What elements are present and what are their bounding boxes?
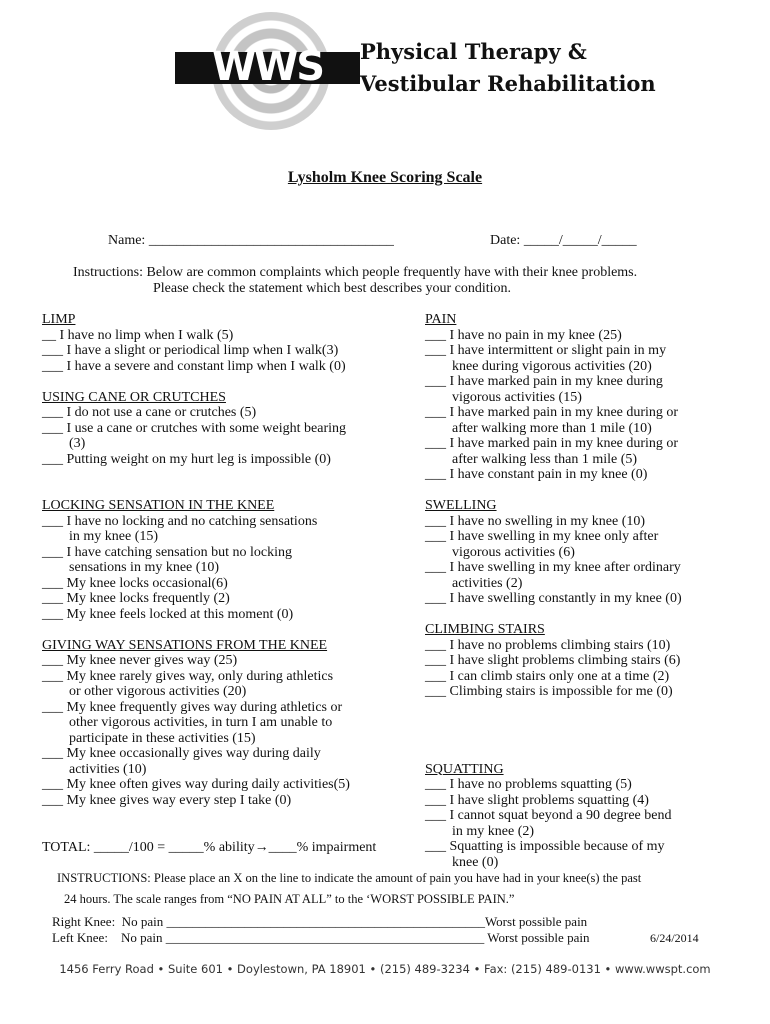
option-item[interactable]: ___ I have slight problems squatting (4) bbox=[425, 792, 649, 808]
option-item[interactable]: __ I have no limp when I walk (5) bbox=[42, 327, 234, 343]
page-title: Lysholm Knee Scoring Scale bbox=[287, 169, 483, 186]
option-item[interactable]: ___ My knee often gives way during daily activities(5) bbox=[42, 777, 350, 792]
option-continuation: participate in these activities (15) bbox=[69, 730, 256, 746]
total-score-line[interactable]: TOTAL: _____/100 = _____% ability→____% impairment bbox=[42, 840, 377, 855]
option-item[interactable]: ___ My knee occasionally gives way during daily bbox=[42, 746, 321, 761]
section-0 bbox=[425, 312, 765, 483]
section-heading: LIMP bbox=[42, 312, 76, 327]
brand-line-1: Physical Therapy & bbox=[360, 39, 587, 64]
option-item[interactable]: ___ My knee feels locked at this moment (0) bbox=[42, 606, 294, 622]
option-continuation: (3) bbox=[69, 436, 86, 451]
option-item[interactable]: ___ My knee frequently gives way during athletics or bbox=[42, 699, 343, 715]
left-column bbox=[42, 312, 382, 808]
section-spacer bbox=[42, 483, 382, 499]
section-3 bbox=[425, 762, 765, 871]
instructions-line-2: Please check the statement which best describes your condition. bbox=[153, 281, 512, 296]
option-item[interactable]: ___ Climbing stairs is impossible for me (0) bbox=[425, 684, 673, 699]
section-spacer bbox=[42, 622, 382, 638]
option-item[interactable]: ___ My knee locks occasional(6) bbox=[42, 575, 228, 591]
right-knee-scale[interactable]: Right Knee: No pain _________________________________________________Worst possible pain bbox=[52, 914, 588, 929]
section-heading: PAIN bbox=[425, 312, 457, 327]
option-item[interactable]: ___ I have marked pain in my knee during or bbox=[425, 405, 679, 420]
section-1 bbox=[42, 390, 382, 468]
option-item[interactable]: ___ I have marked pain in my knee during bbox=[425, 374, 663, 389]
option-item[interactable]: ___ My knee never gives way (25) bbox=[42, 653, 238, 668]
option-item[interactable]: ___ I do not use a cane or crutches (5) bbox=[42, 405, 257, 420]
option-continuation: in my knee (2) bbox=[452, 823, 535, 839]
option-continuation: activities (10) bbox=[69, 761, 147, 777]
section-2 bbox=[425, 622, 765, 700]
option-continuation: or other vigorous activities (20) bbox=[69, 684, 247, 699]
option-continuation: activities (2) bbox=[452, 575, 523, 591]
option-continuation: knee (0) bbox=[452, 854, 499, 870]
left-knee-scale[interactable]: Left Knee: No pain _________________________________________________ Worst possible pain bbox=[52, 930, 590, 945]
section-spacer bbox=[42, 374, 382, 390]
option-item[interactable]: ___ I have marked pain in my knee during or bbox=[425, 436, 679, 451]
section-heading: CLIMBING STAIRS bbox=[425, 622, 545, 637]
right-column bbox=[425, 312, 765, 870]
option-item[interactable]: ___ Putting weight on my hurt leg is impossible (0) bbox=[42, 451, 331, 467]
option-item[interactable]: ___ I can climb stairs only one at a time (2) bbox=[425, 668, 670, 684]
option-continuation: after walking less than 1 mile (5) bbox=[452, 451, 638, 467]
option-item[interactable]: ___ My knee rarely gives way, only during athletics bbox=[42, 668, 334, 684]
option-item[interactable]: ___ I have no locking and no catching sensations bbox=[42, 513, 318, 529]
section-2 bbox=[42, 498, 382, 622]
option-item[interactable]: ___ My knee gives way every step I take (0) bbox=[42, 792, 292, 808]
section-spacer bbox=[425, 607, 765, 623]
form-date-stamp: 6/24/2014 bbox=[650, 931, 699, 945]
section-heading: USING CANE OR CRUTCHES bbox=[42, 389, 226, 405]
option-item[interactable]: ___ I have intermittent or slight pain in my bbox=[425, 343, 667, 358]
option-item[interactable]: ___ Squatting is impossible because of my bbox=[425, 839, 665, 854]
pain-scale-instructions-1: INSTRUCTIONS: Please place an X on the line to indicate the amount of pain you have had in your knee(s) the past bbox=[57, 871, 642, 885]
option-item[interactable]: ___ I have catching sensation but no locking bbox=[42, 544, 292, 560]
option-item[interactable]: ___ I have a slight or periodical limp when I walk(3) bbox=[42, 343, 339, 358]
instructions-line-1: Instructions: Below are common complaints which people frequently have with their knee problems. bbox=[73, 265, 638, 280]
option-continuation: vigorous activities (15) bbox=[452, 389, 582, 405]
section-spacer bbox=[425, 483, 765, 499]
option-continuation: other vigorous activities, in turn I am unable to bbox=[69, 715, 333, 730]
option-continuation: in my knee (15) bbox=[69, 529, 159, 544]
option-item[interactable]: ___ I have constant pain in my knee (0) bbox=[425, 467, 648, 482]
section-3 bbox=[42, 638, 382, 809]
option-continuation: knee during vigorous activities (20) bbox=[452, 358, 652, 374]
section-spacer bbox=[425, 731, 765, 747]
section-heading: GIVING WAY SENSATIONS FROM THE KNEE bbox=[42, 637, 328, 653]
option-item[interactable]: ___ I have no problems climbing stairs (10) bbox=[425, 637, 671, 653]
option-item[interactable]: ___ I have no problems squatting (5) bbox=[425, 777, 632, 792]
option-item[interactable]: ___ I have swelling in my knee only after bbox=[425, 529, 659, 544]
section-spacer bbox=[42, 467, 382, 483]
option-continuation: vigorous activities (6) bbox=[452, 544, 575, 560]
section-heading: SQUATTING bbox=[425, 761, 504, 777]
option-item[interactable]: ___ I have no swelling in my knee (10) bbox=[425, 513, 646, 529]
section-spacer bbox=[425, 700, 765, 716]
section-0 bbox=[42, 312, 382, 374]
option-item[interactable]: ___ I use a cane or crutches with some weight bearing bbox=[42, 420, 347, 436]
name-field[interactable]: Name: ___________________________________ bbox=[108, 233, 394, 248]
section-heading: LOCKING SENSATION IN THE KNEE bbox=[42, 498, 275, 513]
option-item[interactable]: ___ I have a severe and constant limp when I walk (0) bbox=[42, 358, 346, 374]
date-field[interactable]: Date: _____/_____/_____ bbox=[490, 233, 637, 248]
footer-address: 1456 Ferry Road • Suite 601 • Doylestown, PA 18901 • (215) 489-3234 • Fax: (215) 489-0131 • www.wwspt.com bbox=[59, 962, 711, 976]
option-item[interactable]: ___ My knee locks frequently (2) bbox=[42, 591, 230, 606]
option-continuation: after walking more than 1 mile (10) bbox=[452, 420, 652, 436]
option-continuation: sensations in my knee (10) bbox=[69, 560, 220, 575]
brand-line-2: Vestibular Rehabilitation bbox=[360, 71, 656, 96]
section-1 bbox=[425, 498, 765, 607]
option-item[interactable]: ___ I have swelling in my knee after ordinary bbox=[425, 560, 681, 575]
section-spacer bbox=[425, 715, 765, 731]
option-item[interactable]: ___ I cannot squat beyond a 90 degree bend bbox=[425, 808, 672, 823]
section-heading: SWELLING bbox=[425, 498, 497, 513]
option-item[interactable]: ___ I have swelling constantly in my knee (0) bbox=[425, 591, 682, 606]
option-item[interactable]: ___ I have slight problems climbing stairs (6) bbox=[425, 653, 681, 668]
section-spacer bbox=[425, 746, 765, 762]
logo-text: WWS bbox=[211, 44, 324, 90]
option-item[interactable]: ___ I have no pain in my knee (25) bbox=[425, 327, 622, 343]
pain-scale-instructions-2: 24 hours. The scale ranges from “NO PAIN AT ALL” to the ‘WORST POSSIBLE PAIN.” bbox=[64, 892, 515, 906]
